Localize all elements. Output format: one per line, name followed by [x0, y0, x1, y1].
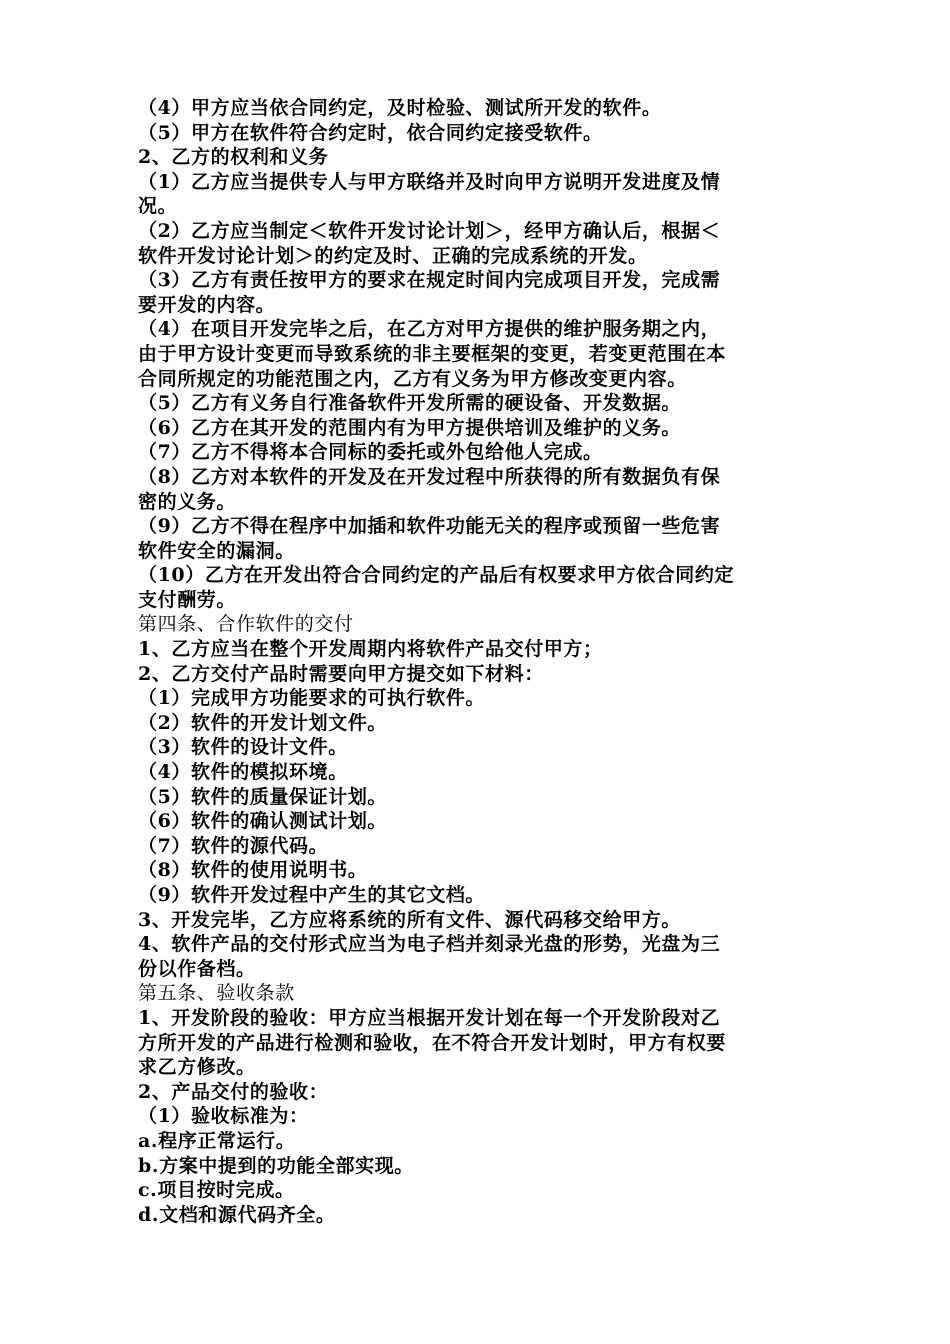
text-line: d.文档和源代码齐全。 — [138, 1203, 336, 1226]
text-line: （5）乙方有义务自行准备软件开发所需的硬设备、开发数据。 — [138, 392, 682, 415]
text-line: 由于甲方设计变更而导致系统的非主要框架的变更，若变更范围在本 — [138, 342, 727, 365]
text-line: 软件安全的漏洞。 — [138, 539, 295, 562]
text-line: 份以作备档。 — [138, 957, 256, 980]
text-line: （8）乙方对本软件的开发及在开发过程中所获得的所有数据负有保 — [138, 465, 721, 488]
text-line: 4、软件产品的交付形式应当为电子档并刻录光盘的形势，光盘为三 — [138, 933, 721, 956]
text-line: （6）乙方在其开发的范围内有为甲方提供培训及维护的义务。 — [138, 416, 682, 439]
text-line: 支付酬劳。 — [138, 588, 237, 611]
article-heading: 第五条、验收条款 — [138, 982, 295, 1005]
text-line: （1）验收标准为： — [138, 1105, 309, 1128]
text-line: （10）乙方在开发出符合合同约定的产品后有权要求甲方依合同约定 — [138, 564, 735, 587]
text-line: （6）软件的确认测试计划。 — [138, 810, 388, 833]
text-line: （3）乙方有责任按甲方的要求在规定时间内完成项目开发，完成需 — [138, 269, 721, 292]
text-line: （4）在项目开发完毕之后，在乙方对甲方提供的维护服务期之内， — [138, 318, 721, 341]
text-line: （5）软件的质量保证计划。 — [138, 785, 388, 808]
text-line: （9）乙方不得在程序中加插和软件功能无关的程序或预留一些危害 — [138, 515, 721, 538]
text-line: （5）甲方在软件符合约定时，依合同约定接受软件。 — [138, 121, 603, 144]
text-line: （2）乙方应当制定＜软件开发讨论计划＞，经甲方确认后，根据＜ — [138, 219, 721, 242]
text-line: （2）软件的开发计划文件。 — [138, 711, 388, 734]
text-line: 1、乙方应当在整个开发周期内将软件产品交付甲方； — [138, 638, 603, 661]
text-line: 2、乙方交付产品时需要向甲方提交如下材料： — [138, 662, 544, 685]
text-line: （1）完成甲方功能要求的可执行软件。 — [138, 687, 486, 710]
text-line: （4）甲方应当依合同约定，及时检验、测试所开发的软件。 — [138, 97, 662, 119]
text-line: a.程序正常运行。 — [138, 1129, 296, 1152]
text-line: （9）软件开发过程中产生的其它文档。 — [138, 884, 486, 906]
text-line: 况。 — [138, 195, 178, 218]
text-line: （4）软件的模拟环境。 — [138, 761, 348, 784]
text-line: 3、开发完毕，乙方应将系统的所有文件、源代码移交给甲方。 — [138, 908, 682, 931]
text-line: （8）软件的使用说明书。 — [138, 859, 368, 882]
text-line: c.项目按时完成。 — [138, 1179, 295, 1202]
text-line: （1）乙方应当提供专人与甲方联络并及时向甲方说明开发进度及情 — [138, 170, 721, 193]
text-line: b.方案中提到的功能全部实现。 — [138, 1154, 414, 1177]
text-line: 密的义务。 — [138, 490, 237, 513]
text-line: 要开发的内容。 — [138, 293, 276, 316]
text-line: 2、产品交付的验收： — [138, 1080, 329, 1103]
section-heading: 2、乙方的权利和义务 — [138, 146, 329, 169]
document-page — [138, 96, 818, 1227]
text-line: 求乙方修改。 — [138, 1056, 256, 1079]
text-line: （7）软件的源代码。 — [138, 834, 329, 857]
text-line: 合同所规定的功能范围之内，乙方有义务为甲方修改变更内容。 — [138, 367, 687, 390]
text-line: （3）软件的设计文件。 — [138, 736, 348, 759]
text-line: 软件开发讨论计划＞的约定及时、正确的完成系统的开发。 — [138, 244, 648, 267]
article-heading: 第四条、合作软件的交付 — [138, 613, 354, 636]
text-line: 1、开发阶段的验收：甲方应当根据开发计划在每一个开发阶段对乙 — [138, 1006, 721, 1029]
text-line: （7）乙方不得将本合同标的委托或外包给他人完成。 — [138, 441, 603, 464]
text-line: 方所开发的产品进行检测和验收，在不符合开发计划时，甲方有权要 — [138, 1031, 727, 1054]
